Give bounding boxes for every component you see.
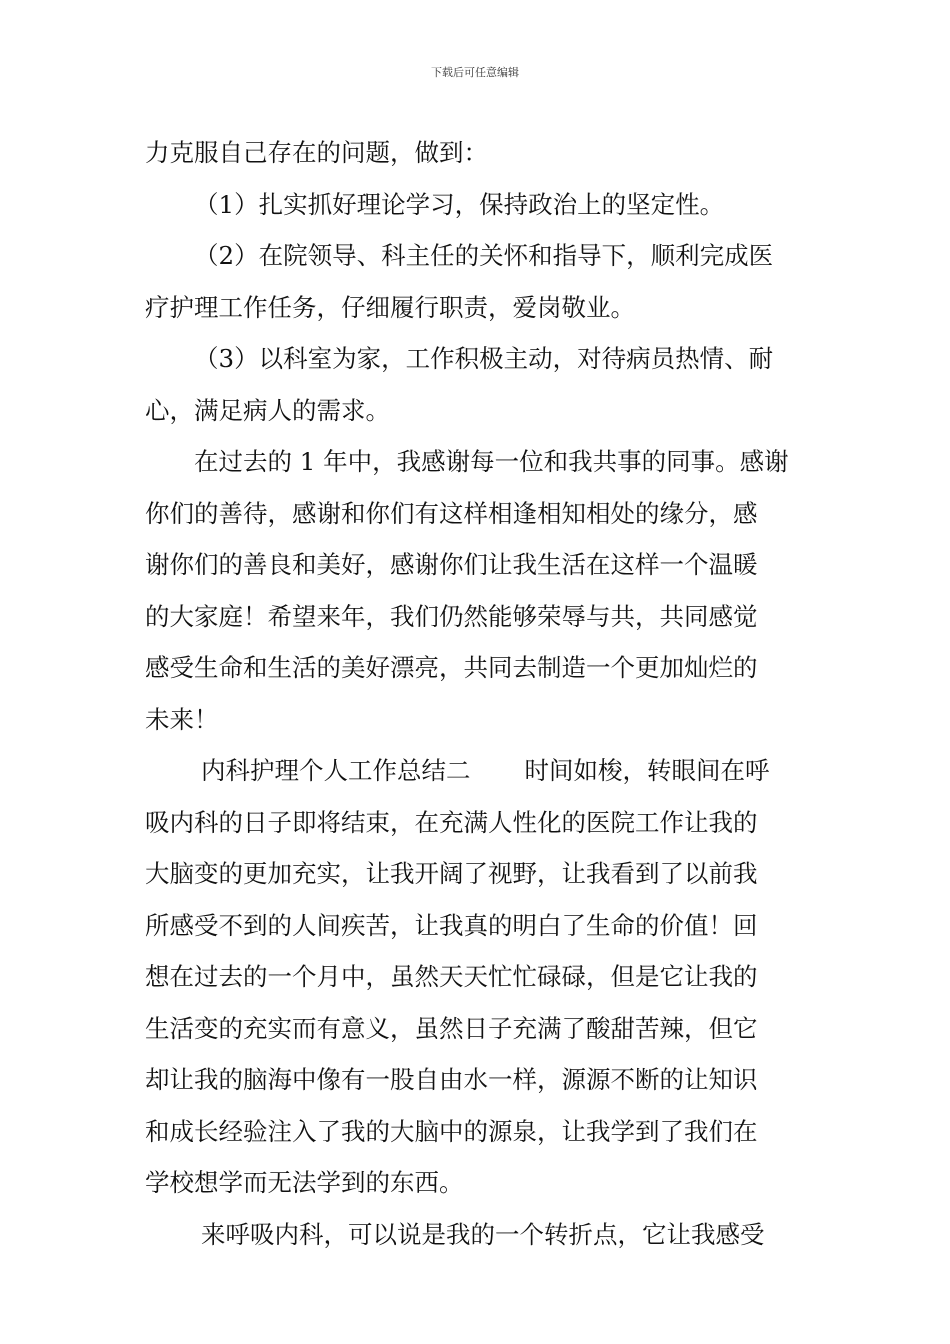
- paragraph-3: [145, 230, 813, 333]
- section-title-line: [145, 745, 813, 797]
- text-line: 你们的善待，感谢和你们有这样相逢相知相处的缘分，感: [145, 498, 758, 528]
- text-line: （1）扎实抓好理论学习，保持政治上的坚定性。: [194, 189, 725, 219]
- text-line: 大脑变的更加充实，让我开阔了视野，让我看到了以前我: [145, 859, 758, 888]
- paragraph-2: [145, 179, 813, 231]
- text-line: 在过去的 1 年中，我感谢每一位和我共事的同事。感谢: [194, 447, 789, 476]
- text-line: 的大家庭！希望来年，我们仍然能够荣辱与共，共同感觉: [145, 601, 758, 631]
- paragraph-6: [145, 745, 813, 1209]
- text-line: 来呼吸内科，可以说是我的一个转折点，它让我感受: [201, 1219, 765, 1249]
- paragraph-4: [145, 333, 813, 436]
- text-line: 生活变的充实而有意义，虽然日子充满了酸甜苦辣，但它: [145, 1013, 758, 1043]
- text-line: 疗护理工作任务，仔细履行职责，爱岗敬业。: [145, 292, 635, 322]
- text-line: 和成长经验注入了我的大脑中的源泉，让我学到了我们在: [145, 1116, 758, 1146]
- text-line: 却让我的脑海中像有一股自由水一样，源源不断的让知识: [145, 1065, 758, 1094]
- section-title: 内科护理个人工作总结二: [201, 756, 471, 785]
- text-line: 吸内科的日子即将结束，在充满人性化的医院工作让我的: [145, 807, 758, 837]
- text-line: 未来！: [145, 704, 219, 734]
- paragraph-1: [145, 127, 813, 179]
- text-line: 力克服自己存在的问题，做到：: [145, 138, 488, 167]
- text-line: 谢你们的善良和美好，感谢你们让我生活在这样一个温暖: [145, 550, 758, 579]
- page-header: 下载后可任意编辑: [431, 66, 519, 79]
- text-line: 感受生命和生活的美好漂亮，共同去制造一个更加灿烂的: [145, 653, 758, 682]
- text-line: 学校想学而无法学到的东西。: [145, 1168, 464, 1197]
- paragraph-5: [145, 436, 813, 745]
- paragraph-7: [145, 1209, 813, 1261]
- text-line: 想在过去的一个月中，虽然天天忙忙碌碌，但是它让我的: [145, 962, 758, 991]
- text-line: （3）以科室为家，工作积极主动，对待病员热情、耐: [194, 344, 774, 373]
- text-line: 时间如梭，转眼间在呼: [524, 756, 770, 785]
- text-line: 所感受不到的人间疾苦，让我真的明白了生命的价值！回: [145, 910, 758, 940]
- text-line: 心，满足病人的需求。: [145, 395, 390, 425]
- text-line: （2）在院领导、科主任的关怀和指导下，顺利完成医: [194, 241, 774, 270]
- document-body: [145, 127, 813, 1260]
